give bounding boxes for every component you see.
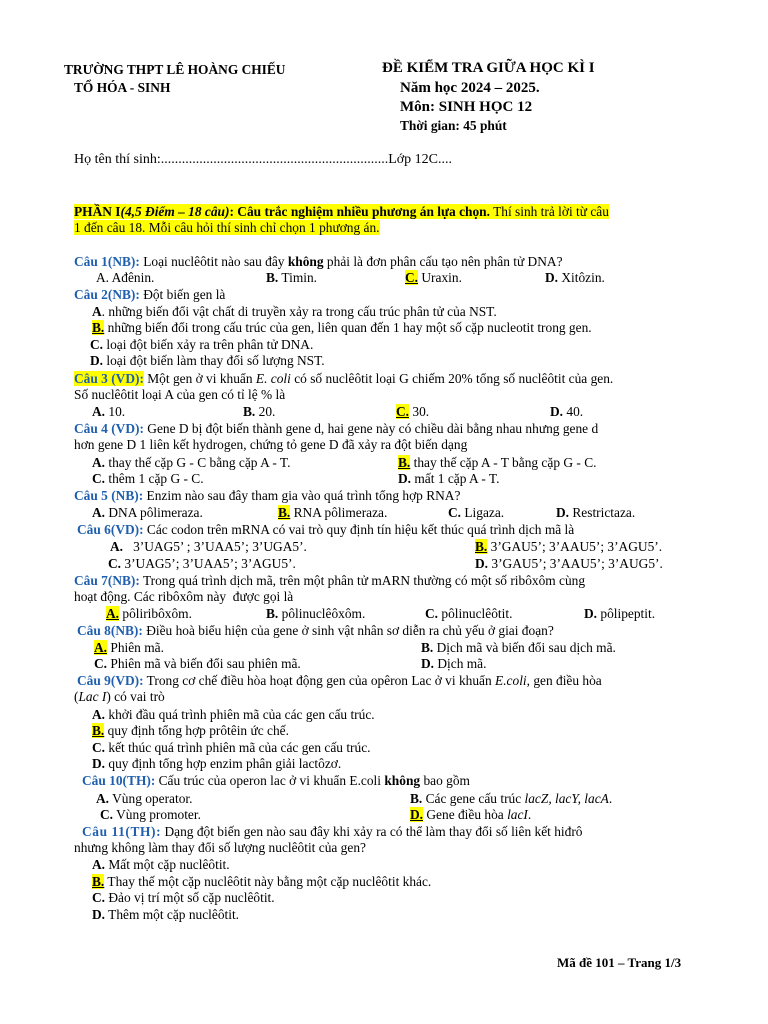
subject: Môn: SINH HỌC 12 [400,99,533,115]
q4-option-d [398,471,499,487]
option-text: Gene điều hòa [423,807,508,822]
option-text: 40. [563,404,584,419]
question-text: bao gồm [420,773,470,788]
option-key: A. [96,791,110,806]
q8-option-c [94,656,301,672]
option-key: A. [92,707,106,722]
q3-option-d [550,404,583,420]
question-label: Câu 2(NB): [74,287,140,302]
exam-title: ĐỀ KIỂM TRA GIỮA HỌC KÌ I [382,60,595,76]
option-text: loại đột biến làm thay đổi số lượng NST. [103,353,325,368]
q10-option-a [96,791,192,807]
question-text: có số nuclêôtit loại G chiếm 20% tổng số nuclêôtit của gen. [290,371,614,386]
option-text: DNA pôlimeraza. [105,505,203,520]
answer-key: A. [106,606,120,621]
q9-option-b [92,723,289,739]
answer-key: B. [398,455,411,470]
option-key: B. [410,791,423,806]
option-key: B. [266,606,279,621]
q7-option-b [266,606,365,622]
q6-option-d [475,556,663,572]
answer-key: B. [92,320,105,335]
q5-option-a [92,505,203,521]
option-text: pôliribôxôm. [119,606,192,621]
option-key: D. [475,556,489,571]
question-text: ) có vai trò [106,689,165,704]
question-label: Câu 11(TH): [82,824,162,839]
option-key: D. [584,606,598,621]
part1-points: (4,5 Điểm – 18 câu) [120,204,230,219]
part1-instruction-2: 1 đến câu 18. Mỗi câu hỏi thí sinh chỉ chọn 1 phương án. [74,220,380,235]
option-key: A. [92,404,106,419]
question-emphasis: không [384,773,421,788]
department-name: TỔ HÓA - SINH [74,80,171,95]
q3-option-a [92,404,125,420]
question-7 [74,573,585,589]
question-emphasis: không [287,254,324,269]
option-text: . những biến đổi vật chất di truyền xảy ra trong cấu trúc phân tử của NST. [101,304,497,319]
q1-option-a: A. Ađênin. [96,270,155,285]
q5-option-c [448,505,504,521]
q6-option-a [110,539,307,555]
answer-key: B. [278,505,291,520]
option-text: RNA pôlimeraza. [290,505,388,520]
q6-option-b [475,539,662,555]
option-key: A. [92,505,106,520]
option-text: quy định tổng hợp prôtêin ức chế. [104,723,289,738]
option-text: Mất một cặp nuclêôtit. [105,857,230,872]
option-text: 10. [105,404,126,419]
option-text: Dịch mã. [434,656,487,671]
option-text: Phiên mã và biến đổi sau phiên mã. [107,656,301,671]
answer-key: B. [92,874,105,889]
gene-name: lacI [507,807,528,822]
option-key: A. [92,455,106,470]
part1-line1 [74,204,609,220]
q1-option-c [405,270,462,286]
q8-option-a [94,640,164,656]
option-key: A [92,304,102,319]
answer-key: A. [94,640,108,655]
question-text: Enzim nào sau đây tham gia vào quá trình tổng hợp RNA? [143,488,461,503]
question-text: ( [74,689,79,704]
question-2 [74,287,225,303]
species-name: E.coli [495,673,527,688]
option-text: Phiên mã. [107,640,164,655]
q2-option-d [90,353,325,369]
option-key: D. [90,353,104,368]
part1-line2 [74,220,380,236]
q3-option-b [243,404,275,420]
answer-key: D. [410,807,424,822]
question-3 [74,371,613,387]
q3-option-c [396,404,429,420]
question-label: Câu 1(NB): [74,254,140,269]
q4-line2: hơn gene D 1 liên kết hydrogen, chứng tỏ gene D đã xảy ra đột biến dạng [74,437,468,452]
question-8 [77,623,554,639]
option-key: D. [550,404,564,419]
option-text: Đảo vị trí một số cặp nuclêôtit. [105,890,275,905]
option-key: D. [398,471,412,486]
option-key: C. [90,337,104,352]
question-text: Gene D bị đột biến thành gene d, hai gene này có chiều dài bằng nhau nhưng gene d [143,421,599,436]
option-text: Timin. [278,270,317,285]
q11-option-b [92,874,431,890]
option-key: D. [92,756,106,771]
option-text: Dịch mã và biến đổi sau dịch mã. [433,640,616,655]
option-key: C. [100,807,114,822]
q1-option-b [266,270,317,286]
q7-option-a [106,606,192,622]
question-text: Cấu trúc của operon lac ở vi khuẩn E.coli [155,773,385,788]
answer-key: C. [405,270,419,285]
part1-lead: PHẦN I [74,204,121,219]
q2-option-c [90,337,313,353]
q9-option-c [92,740,371,756]
q2-option-a [92,304,497,320]
q5-option-d [556,505,635,521]
gene-names: lacZ, lacY, lacA [524,791,609,806]
species-name: E. coli [255,371,291,386]
question-label: Câu 9(VD): [77,673,144,688]
page-footer: Mã đề 101 – Trang 1/3 [557,955,682,970]
q1-option-d [545,270,605,286]
option-key: D. [545,270,559,285]
option-key: B. [421,640,434,655]
q11-line2: nhưng không làm thay đổi số lượng nuclêôtit của gen? [74,840,366,855]
answer-key: B. [92,723,105,738]
question-11 [82,824,582,840]
question-9 [77,673,602,689]
option-key: C. [448,505,462,520]
q11-option-d [92,907,239,923]
question-5 [74,488,460,504]
q9-option-a [92,707,375,723]
q8-option-b [421,640,616,656]
question-text: Trong cơ chế điều hòa hoạt động gen của opêron Lac ở vi khuẩn [143,673,496,688]
question-text: Các codon trên mRNA có vai trò quy định tín hiệu kết thúc quá trình dịch mã là [143,522,575,537]
gene-name: Lac I [78,689,107,704]
q11-option-c [92,890,275,906]
option-key: C. [92,890,106,905]
student-info-line: Họ tên thí sinh:.................................................................Lớp 12C.... [74,152,453,167]
q4-option-b [398,455,596,471]
school-name: TRƯỜNG THPT LÊ HOÀNG CHIẾU [64,62,286,77]
option-text: pôlinuclêôxôm. [278,606,366,621]
option-text: Xitôzin. [558,270,605,285]
part1-instruction: Thí sinh trả lời từ câu [489,204,609,219]
option-text: Vùng promoter. [113,807,201,822]
question-label: Câu 5 (NB): [74,488,144,503]
answer-key: B. [475,539,488,554]
option-text: pôlinuclêôtit. [438,606,513,621]
q10-option-b: B. Các gene cấu trúc lacZ, lacY, lacA. [410,791,613,806]
option-key: B. [243,404,256,419]
answer-key: C. [396,404,410,419]
question-text: Điều hoà biểu hiện của gene ở sinh vật nhân sơ diễn ra chủ yếu ở giai đoạn? [142,623,554,638]
question-text: Đột biến gen là [139,287,226,302]
q4-option-a [92,455,290,471]
question-text: Trong quá trình dịch mã, trên một phân tử mARN thường có một số ribôxôm cùng [139,573,586,588]
question-label: Câu 4 (VD): [74,421,144,436]
q2-option-b [92,320,592,336]
option-text: Vùng operator. [109,791,193,806]
option-text: Thêm một cặp nuclêôtit. [105,907,240,922]
q9-option-d [92,756,341,772]
q4-option-c [92,471,204,487]
q11-option-a [92,857,230,873]
question-text: phải là đơn phân cấu tạo nên phân tử DNA? [323,254,563,269]
question-label: Câu 8(NB): [77,623,143,638]
option-text: Uraxin. [418,270,462,285]
option-key: B. [266,270,279,285]
q6-option-c [108,556,296,572]
option-text: 20. [255,404,276,419]
option-text: quy định tổng hợp enzim phân giải lactôzơ. [105,756,342,771]
option-text: Các gene cấu trúc [422,791,525,806]
question-10 [82,773,470,789]
question-label: Câu 6(VD): [77,522,144,537]
question-label: Câu 7(NB): [74,573,140,588]
question-1 [74,254,563,270]
option-key: D. [421,656,435,671]
option-key: D. [556,505,570,520]
option-key: A. [110,539,124,554]
option-text: thêm 1 cặp G - C. [105,471,204,486]
q10-option-d: D. Gene điều hòa lacI. [410,807,532,822]
option-text: Restrictaza. [569,505,636,520]
question-text: Dạng đột biến gen nào sau đây khi xảy ra có thể làm thay đổi số liên kết hiđrô [161,824,583,839]
option-text: 3’UAG5’; 3’UAA5’; 3’AGU5’. [121,556,296,571]
option-key: C. [108,556,122,571]
option-text: thay thế cặp A - T bằng cặp G - C. [410,455,597,470]
question-text: Loại nuclêôtit nào sau đây [139,254,288,269]
option-key: C. [92,471,106,486]
question-4 [74,421,598,437]
question-6 [77,522,574,538]
option-text: 30. [409,404,430,419]
option-text: những biến đổi trong cấu trúc của gen, liên quan đến 1 hay một số cặp nucleotit trong gen. [104,320,592,335]
q5-option-b [278,505,387,521]
school-year: Năm học 2024 – 2025. [400,80,540,96]
option-text: loại đột biến xảy ra trên phân tử DNA. [103,337,314,352]
q10-option-c [100,807,201,823]
option-key: D. [92,907,106,922]
option-text: 3’UAG5’ ; 3’UAA5’; 3’UGA5’. [123,539,307,554]
q7-option-d [584,606,655,622]
option-text: Thay thế một cặp nuclêôtit này bằng một cặp nuclêôtit khác. [104,874,432,889]
question-label: Câu 10(TH): [82,773,156,788]
option-key: A. [92,857,106,872]
q7-line2: hoạt động. Các ribôxôm này được gọi là [74,589,294,604]
option-key: C. [92,740,106,755]
option-text: thay thế cặp G - C bằng cặp A - T. [105,455,291,470]
q9-line2 [74,689,165,705]
option-text: 3’GAU5’; 3’AAU5’; 3’AUG5’. [488,556,663,571]
option-text: 3’GAU5’; 3’AAU5’; 3’AGU5’. [487,539,663,554]
option-text: Ligaza. [461,505,505,520]
part1-heading: : Câu trắc nghiệm nhiều phương án lựa chọn. [229,204,490,219]
q3-line2: Số nuclêôtit loại A của gen có tỉ lệ % là [74,387,286,402]
question-label: Câu 3 (VD): [74,371,144,386]
option-text: khởi đầu quá trình phiên mã của các gen cấu trúc. [105,707,375,722]
option-key: C. [94,656,108,671]
q8-option-d [421,656,486,672]
option-text: kết thúc quá trình phiên mã của các gen cấu trúc. [105,740,371,755]
option-text: pôlipeptit. [597,606,656,621]
option-text: mất 1 cặp A - T. [411,471,500,486]
exam-duration: Thời gian: 45 phút [400,118,507,133]
option-key: C. [425,606,439,621]
question-text: , gen điều hòa [526,673,602,688]
question-text: Một gen ở vi khuẩn [143,371,256,386]
q7-option-c [425,606,512,622]
